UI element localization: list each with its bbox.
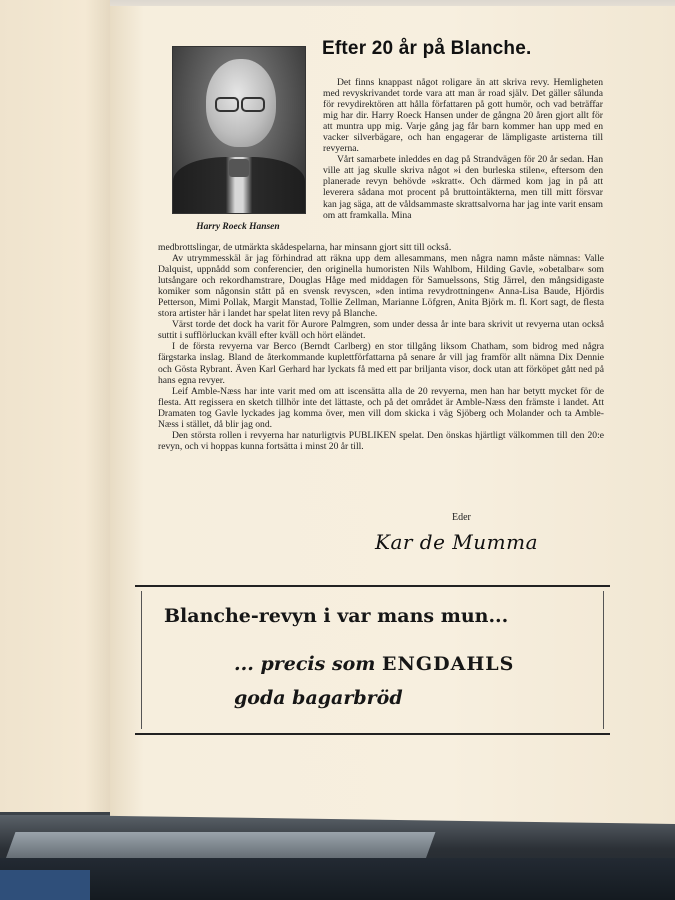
blue-folder <box>0 870 90 900</box>
ad-headline: Blanche-revyn i var mans mun... <box>164 605 509 627</box>
paragraph: Det finns knappast något roligare än att skriva revy. Hemligheten med revyskrivandet torde vara att man är road själv. Det gäller sålunda för revydirektören att hålla författaren på gott humör, och vad beträffar mig har dir. Harry Roeck Hansen under de gångna 20 åren gjort allt för att muntra upp mig. Varje gång jag får barn kommer han upp med en vacker silverbägare, och han engagerar de lämpligaste artisterna till revyerna. <box>323 77 603 155</box>
paragraph: medbrottslingar, de utmärkta skådespelarna, har minsann gjort sitt till också. <box>158 242 452 253</box>
bow-tie <box>229 159 249 177</box>
dark-tray <box>0 858 675 900</box>
ad-tagline-prefix: ... precis som <box>234 653 383 675</box>
glasses-icon <box>215 97 239 112</box>
glasses-icon <box>241 97 265 112</box>
photo-caption: Harry Roeck Hansen <box>196 222 280 232</box>
paragraph: I de första revyerna var Berco (Berndt Carlberg) en stor tillgång liksom Chatham, som bidrog med några färgstarka inslag. Bland de återkommande kuplettförfattarna på senare år vill jag framför allt nämna Dix Dennie och Gösta Rybrant. Även Karl Gerhard har lyckats få med ett par briljanta visor, dock utan att förköpet gått ned på hans egna revyer. <box>158 341 604 386</box>
portrait-photo <box>172 46 306 214</box>
paragraph: Vårt samarbete inleddes en dag på Strandvägen för 20 år sedan. Han ville att jag skulle skriva något »i den burleska stilen«, eftersom den planerade revyn behövde »skratt«. Och därmed kom jag in på att leverera sådana mot procent på bruttointäkterna, men till mitt försvar kan jag säga, att de våldsammaste skrattsalvorna har jag inte varit ensam om att framkalla. Mina <box>323 154 603 221</box>
paragraph: Av utrymmesskäl är jag förhindrad att räkna upp dem allesammans, men några namn måste nämnas: Valle Dalquist, uppnådd som conferencier, den originella humoristen Nils Wahlbom, Hilding Gavle, »obetalbar« som lutsångare och rekordhamstrare, Douglas Håge med middagen för Samuelssons, Stig Järrel, den mångsidigaste komiker som någonsin stått på en svensk revyscen, »den intima revydrottningen« Anna-Lisa Baude, Hjördis Petterson, Mimi Pollak, Margit Manstad, Tollie Zellman, Marianne Löfgren, Anita Björk m. fl. Kort sagt, de flesta stora artister här i landet har spelat liten revy på Blanche. <box>158 253 604 320</box>
paragraph: Värst torde det dock ha varit för Aurore Palmgren, som under dessa år inte bara skrivit ut revyerna utan också suttit i sufflörluckan kväll efter kväll och hört eländet. <box>158 319 604 342</box>
article-title: Efter 20 år på Blanche. <box>322 38 532 59</box>
ad-brand-name: ENGDAHLS <box>382 653 515 675</box>
advertisement-frame <box>141 591 604 729</box>
paragraph: Den största rollen i revyerna har naturligtvis PUBLIKEN spelat. Den önskas hjärtligt välkommen till den 20:e revyn, och vi hoppas kunna fortsätta i minst 20 år till. <box>158 429 604 452</box>
article-column-right <box>323 77 603 221</box>
closing-word: Eder <box>452 512 471 523</box>
ad-product: goda bagarbröd <box>234 687 403 709</box>
article-body <box>158 242 604 452</box>
back-page <box>0 0 122 812</box>
advertisement-box <box>135 585 610 735</box>
paragraph: Leif Amble-Næss har inte varit med om att iscensätta alla de 20 revyerna, men han har betytt mycket för de flesta. Att regissera en sketch tillhör inte det lättaste, och på det området är Amble-Næss den främste i landet. Att Dramaten tog Gavle lyckades jag komma över, men vill dom skicka i väg Sjöberg och Molander och ta Amble-Næss i stället, då blir jag ond. <box>158 385 604 430</box>
ad-tagline <box>234 653 514 675</box>
author-signature: Kar de Mumma <box>375 530 538 554</box>
